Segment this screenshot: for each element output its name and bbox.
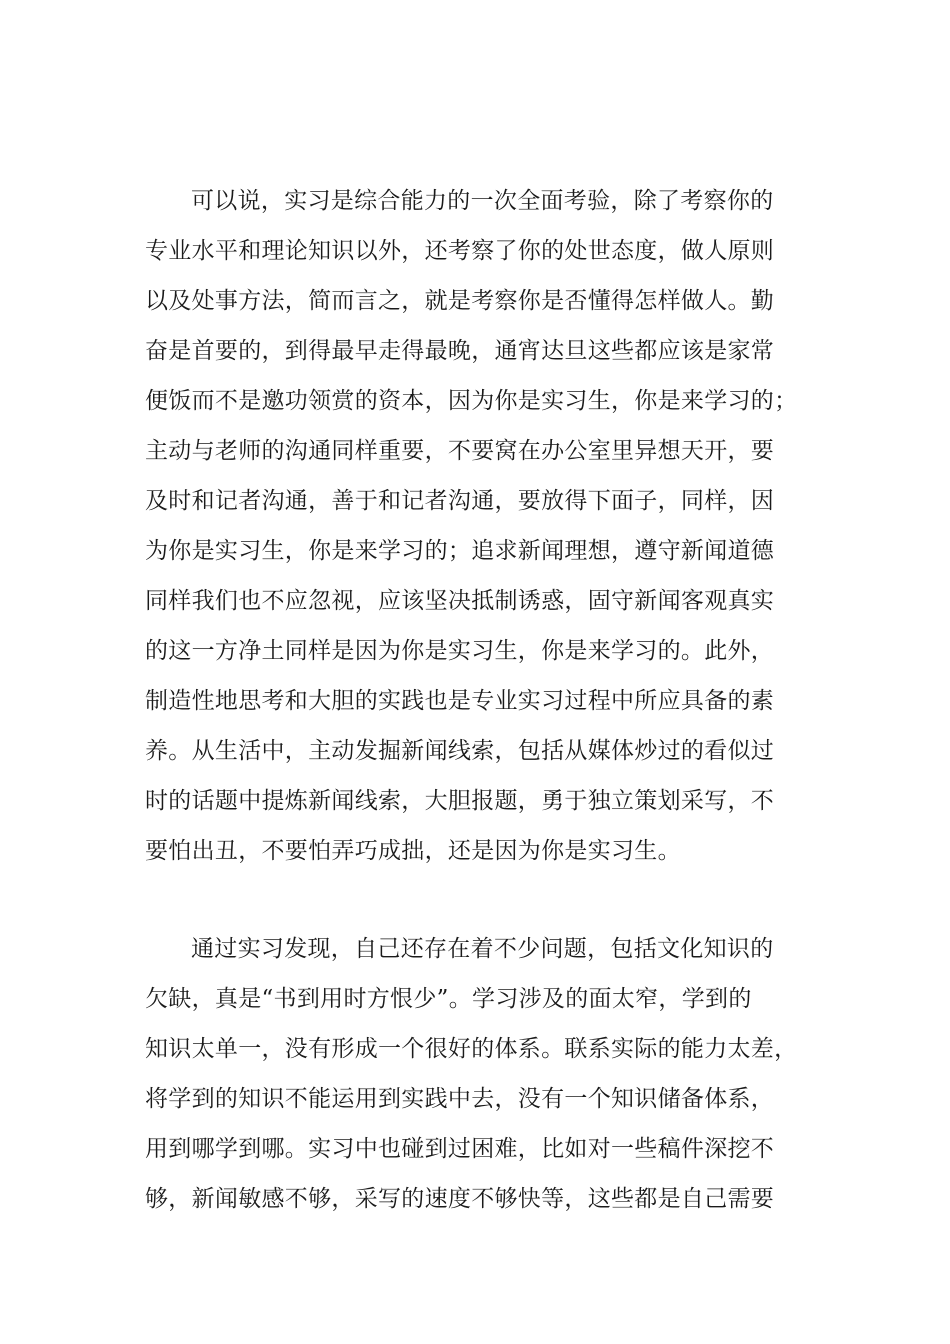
text-line: 将学到的知识不能运用到实践中去，没有一个知识储备体系， xyxy=(145,1086,775,1112)
text-line: 同样我们也不应忽视，应该坚决抵制诱惑，固守新闻客观真实 xyxy=(145,588,775,614)
text-line: 要怕出丑，不要怕弄巧成拙，还是因为你是实习生。 xyxy=(145,838,681,864)
text-line: 可以说，实习是综合能力的一次全面考验，除了考察你的 xyxy=(191,188,774,214)
text-line: 时的话题中提炼新闻线索，大胆报题，勇于独立策划采写，不 xyxy=(145,788,775,814)
text-line: 通过实习发现，自己还存在着不少问题，包括文化知识的 xyxy=(191,936,774,962)
text-line: 用到哪学到哪。实习中也碰到过困难，比如对一些稿件深挖不 xyxy=(145,1136,775,1162)
text-line: 制造性地思考和大胆的实践也是专业实习过程中所应具备的素 xyxy=(145,688,775,714)
text-line: 知识太单一，没有形成一个很好的体系。联系实际的能力太差， xyxy=(145,1036,798,1062)
text-line: 养。从生活中，主动发掘新闻线索，包括从媒体炒过的看似过 xyxy=(145,738,775,764)
text-line: 专业水平和理论知识以外，还考察了你的处世态度，做人原则 xyxy=(145,238,775,264)
paragraph-1 xyxy=(145,176,810,876)
text-line: 欠缺，真是“书到用时方恨少”。学习涉及的面太窄，学到的 xyxy=(145,986,752,1012)
text-line: 够，新闻敏感不够，采写的速度不够快等，这些都是自己需要 xyxy=(145,1186,775,1212)
paragraph-2 xyxy=(145,924,810,1224)
text-line: 及时和记者沟通，善于和记者沟通，要放得下面子，同样，因 xyxy=(145,488,775,514)
text-line: 的这一方净土同样是因为你是实习生，你是来学习的。此外， xyxy=(145,638,775,664)
text-line: 为你是实习生，你是来学习的；追求新闻理想，遵守新闻道德 xyxy=(145,538,775,564)
text-line: 奋是首要的，到得最早走得最晚，通宵达旦这些都应该是家常 xyxy=(145,338,775,364)
text-line: 以及处事方法，简而言之，就是考察你是否懂得怎样做人。勤 xyxy=(145,288,775,314)
text-line: 便饭而不是邀功领赏的资本，因为你是实习生，你是来学习的； xyxy=(145,388,798,414)
text-line: 主动与老师的沟通同样重要，不要窝在办公室里异想天开，要 xyxy=(145,438,775,464)
